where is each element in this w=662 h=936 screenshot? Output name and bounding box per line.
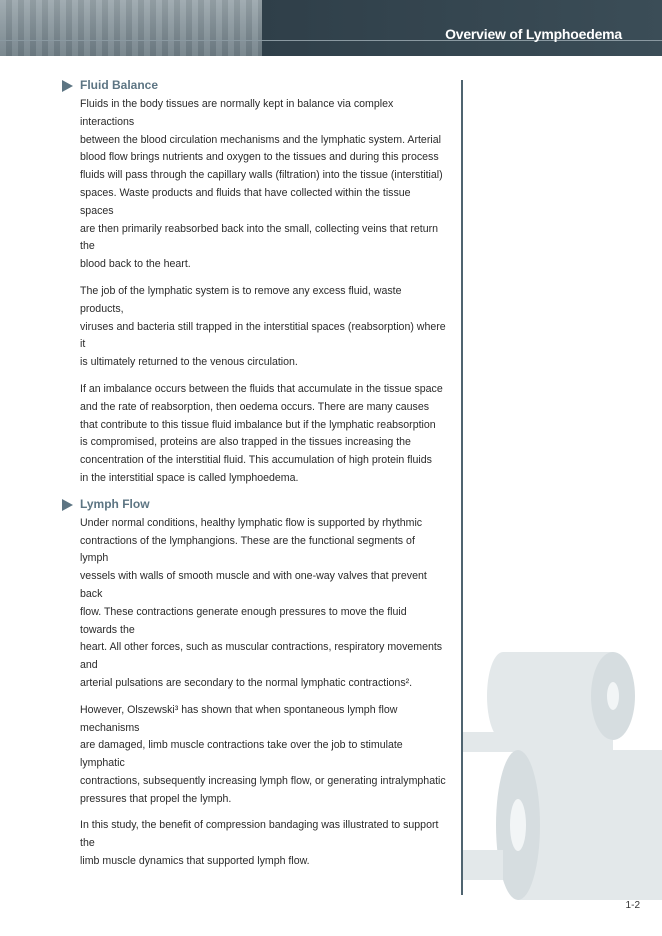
- bandage-roll-core: [607, 682, 619, 710]
- paragraph: Fluids in the body tissues are normally kept in balance via complex interactions between the blood circulation mechanisms and the lymphatic system. Arterial blood flow brings nutrients and oxygen to the tissues and during this process fluids will pass through the capillary walls (filtration) into the tissue (interstitial) spaces. Waste products and fluids that have collected within the tissue spaces are then primarily reabsorbed back into the small, collecting veins that return the blood back to the heart.: [80, 98, 443, 271]
- paragraph: If an imbalance occurs between the fluids that accumulate in the tissue space and the rate of reabsorption, then oedema occurs. There are many causes that contribute to this tissue fluid imbalance but if the lymphatic reabsorption is compromised, proteins are also trapped in the tissues increasing the concentration of the interstitial fluid. This accumulation of high protein fluids in the interstitial space is called lymphoedema.: [80, 382, 443, 484]
- page-number: 1-2: [625, 900, 640, 911]
- triangle-bullet-icon: [62, 80, 73, 92]
- header-texture: [0, 0, 262, 56]
- bandage-roll-back: [487, 652, 519, 740]
- page-title: Overview of Lymphoedema: [445, 26, 622, 42]
- page-header: [0, 0, 662, 56]
- section-heading-text: Lymph Flow: [80, 496, 150, 511]
- paragraph: The job of the lymphatic system is to remove any excess fluid, waste products, viruses and bacteria still trapped in the interstitial spaces (reabsorption) where it is ultimately returned to the venous circulation.: [80, 284, 446, 369]
- section-heading-lymph-flow: [62, 497, 446, 513]
- triangle-bullet-icon: [62, 499, 73, 511]
- bandage-rolls-graphic: [463, 640, 662, 900]
- section-heading-fluid-balance: [62, 78, 446, 94]
- bandage-tail: [463, 850, 503, 880]
- bandage-roll-core: [510, 799, 526, 851]
- paragraph: In this study, the benefit of compression bandaging was illustrated to support the limb muscle dynamics that supported lymph flow.: [80, 819, 439, 868]
- main-content: [62, 78, 446, 880]
- paragraph: Under normal conditions, healthy lymphatic flow is supported by rhythmic contractions of the lymphangions. These are the functional segments of lymph vessels with walls of smooth muscle and with one-way valves that prevent back flow. These contractions generate enough pressures to move the fluid towards the heart. All other forces, such as muscular contractions, respiratory movements and arterial pulsations are secondary to the normal lymphatic contractions².: [80, 516, 443, 689]
- section-heading-text: Fluid Balance: [80, 78, 159, 93]
- paragraph: However, Olszewski³ has shown that when spontaneous lymph flow mechanisms are damaged, limb muscle contractions take over the job to stimulate lymphatic contractions, subsequently increasing lymph flow, or generating intralymphatic pressures that propel the lymph.: [80, 703, 446, 805]
